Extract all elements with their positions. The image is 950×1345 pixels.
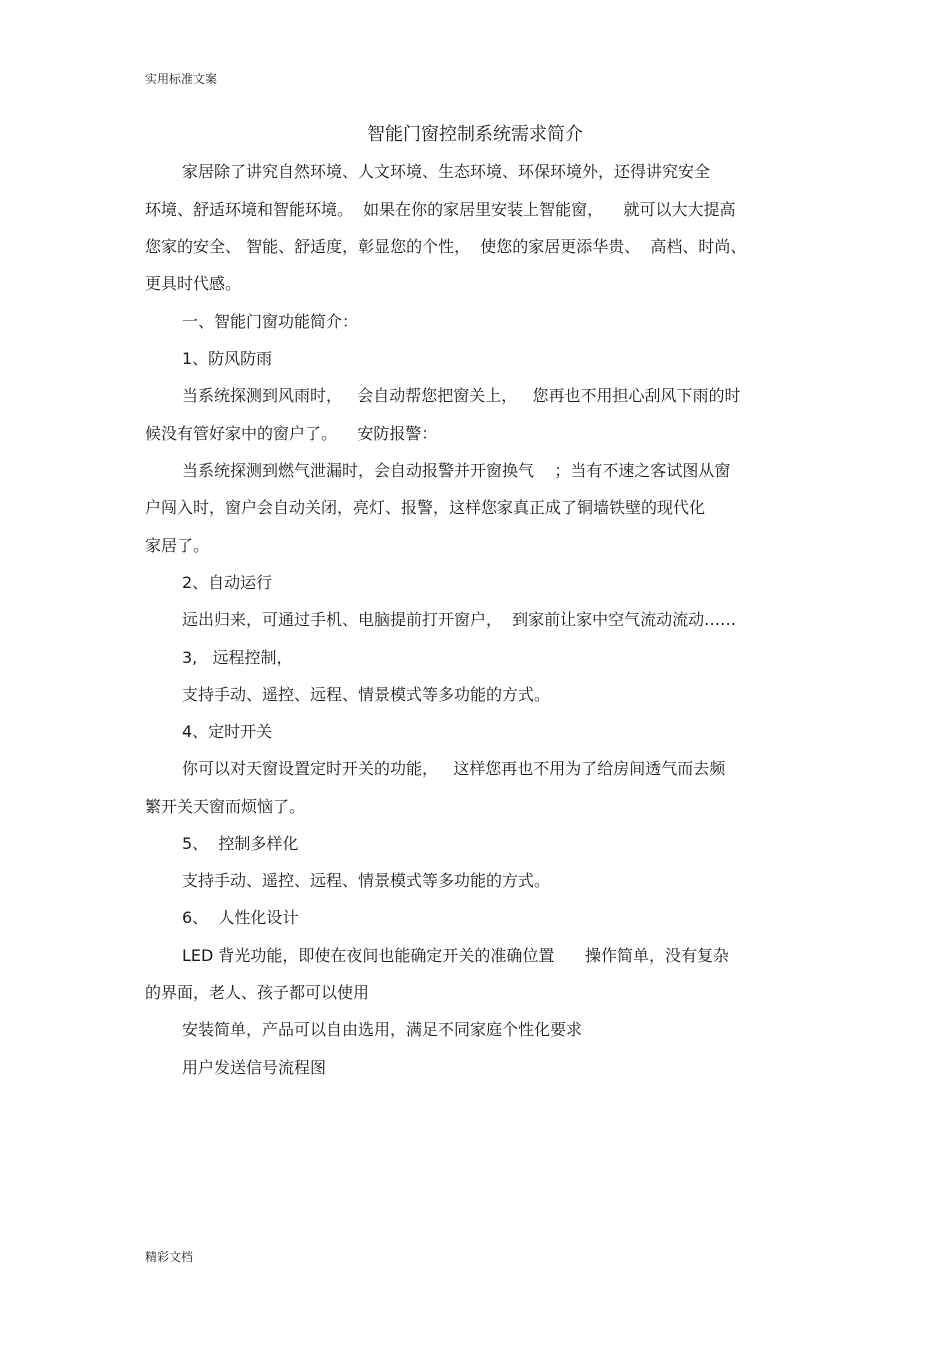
paragraph-line: 你可以对天窗设置定时开关的功能， 这样您再也不用为了给房间透气而去频 xyxy=(182,759,726,778)
paragraph-line: 家居除了讲究自然环境、人文环境、生态环境、环保环境外，还得讲究安全 xyxy=(182,162,711,181)
item-heading: 3, 远程控制， xyxy=(182,648,293,667)
page-footer: 精彩文档 xyxy=(145,1250,194,1264)
item-heading: 6、 人性化设计 xyxy=(182,908,299,927)
item-heading: 2、自动运行 xyxy=(182,573,273,592)
paragraph-line: 的界面，老人、孩子都可以使用 xyxy=(145,983,370,1002)
paragraph-line: 繁开关天窗而烦恼了。 xyxy=(145,797,306,816)
paragraph-line: 安装简单，产品可以自由选用，满足不同家庭个性化要求 xyxy=(182,1020,583,1039)
item-heading: 5、 控制多样化 xyxy=(182,834,299,853)
paragraph-line: 您家的安全、 智能、舒适度，彰显您的个性， 使您的家居更添华贵、 高档、时尚、 xyxy=(145,237,747,256)
paragraph-line: 支持手动、遥控、远程、情景模式等多功能的方式。 xyxy=(182,871,551,890)
paragraph-line: 当系统探测到燃气泄漏时，会自动报警并开窗换气 ；当有不速之客试图从窗 xyxy=(182,461,731,480)
paragraph-line: 远出归来，可通过手机、电脑提前打开窗户， 到家前让家中空气流动流动…… xyxy=(182,610,737,629)
paragraph-line: 用户发送信号流程图 xyxy=(182,1058,327,1077)
item-heading: 4、定时开关 xyxy=(182,722,273,741)
paragraph-line: 候没有管好家中的窗户了。 安防报警： xyxy=(145,424,438,443)
paragraph-line: 户闯入时，窗户会自动关闭，亮灯、报警，这样您家真正成了铜墙铁壁的现代化 xyxy=(145,498,706,517)
section-heading: 一、智能门窗功能简介： xyxy=(182,312,359,331)
paragraph-line: LED 背光功能，即使在夜间也能确定开关的准确位置 操作简单，没有复杂 xyxy=(182,946,729,965)
paragraph-line: 环境、舒适环境和智能环境。 如果在你的家居里安装上智能窗， 就可以大大提高 xyxy=(145,200,736,219)
paragraph-line: 更具时代感。 xyxy=(145,274,242,293)
page-header: 实用标准文案 xyxy=(145,72,218,86)
paragraph-line: 当系统探测到风雨时， 会自动帮您把窗关上， 您再也不用担心刮风下雨的时 xyxy=(182,386,741,405)
item-heading: 1、防风防雨 xyxy=(182,349,273,368)
paragraph-line: 支持手动、遥控、远程、情景模式等多功能的方式。 xyxy=(182,685,551,704)
document-title: 智能门窗控制系统需求简介 xyxy=(367,124,583,145)
paragraph-line: 家居了。 xyxy=(145,536,210,555)
